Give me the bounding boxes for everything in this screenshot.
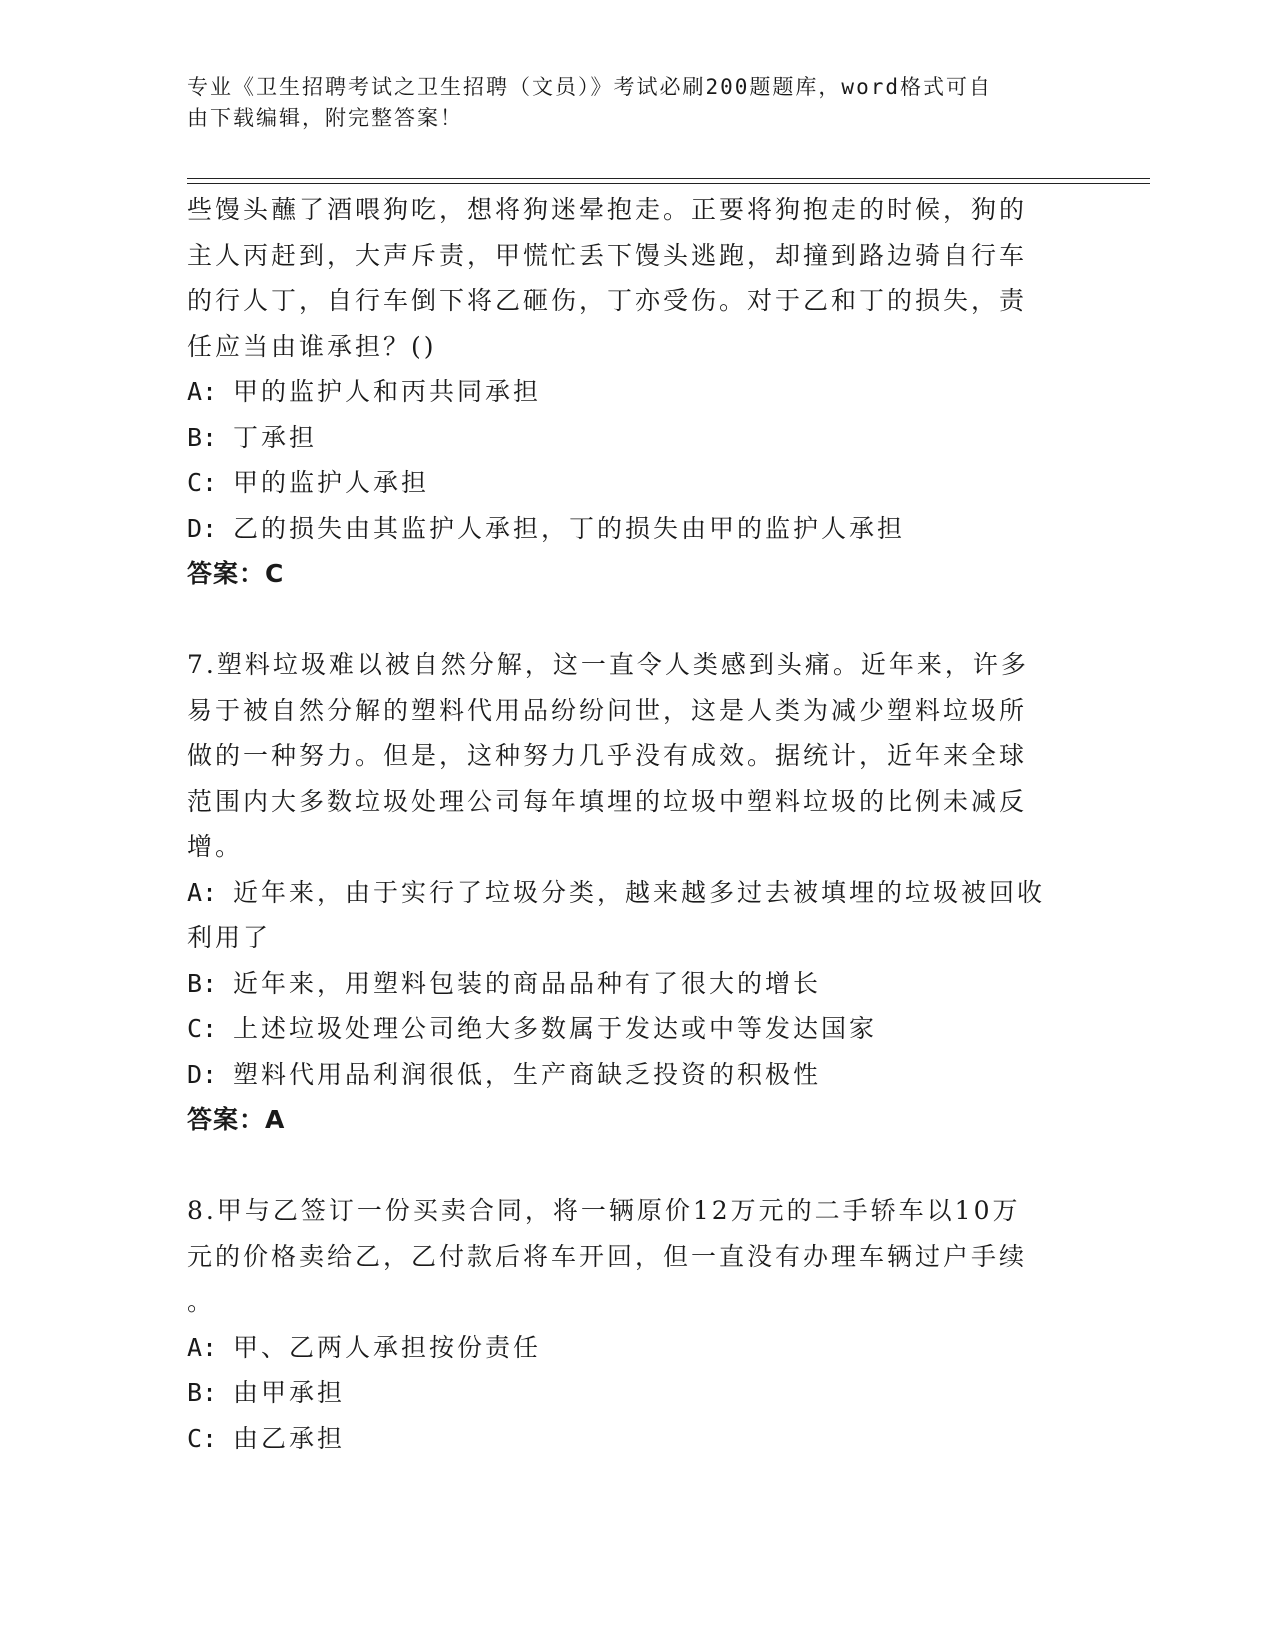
question-6-option-c xyxy=(187,460,1067,506)
question-6-stem-line: 主人丙赶到，大声斥责，甲慌忙丢下馒头逃跑，却撞到路边骑自行车 xyxy=(187,240,1028,270)
option-text: 甲、乙两人承担按份责任 xyxy=(233,1332,542,1362)
question-8 xyxy=(187,1188,1067,1461)
question-7-option-b xyxy=(187,961,1067,1007)
header-rule-top xyxy=(187,178,1150,179)
question-7-stem-line: 7.塑料垃圾难以被自然分解，这一直令人类感到头痛。近年来，许多 xyxy=(187,650,1029,679)
option-label: B: xyxy=(187,968,218,998)
option-label: B: xyxy=(187,1378,218,1407)
option-label: A: xyxy=(187,1332,218,1362)
question-7-option-a xyxy=(187,870,1067,916)
option-label: A: xyxy=(187,377,218,406)
option-text: 甲的监护人和丙共同承担 xyxy=(233,377,542,406)
option-label: C: xyxy=(187,1014,218,1043)
option-label: D: xyxy=(187,513,218,543)
option-label: C: xyxy=(187,1423,218,1453)
question-6 xyxy=(187,187,1067,597)
option-text: 由乙承担 xyxy=(233,1423,346,1453)
header-rule-bottom xyxy=(187,183,1150,184)
option-text: 甲的监护人承担 xyxy=(233,468,430,497)
option-label: C: xyxy=(187,468,218,497)
question-8-stem-line: 8.甲与乙签订一份买卖合同，将一辆原价12万元的二手轿车以10万 xyxy=(187,1196,1021,1225)
question-7 xyxy=(187,642,1067,1143)
question-7-stem-line: 增。 xyxy=(187,832,244,861)
question-7-stem-line: 做的一种努力。但是，这种努力几乎没有成效。据统计，近年来全球 xyxy=(187,741,1028,770)
question-8-option-a xyxy=(187,1325,1067,1371)
question-7-option-a-continued: 利用了 xyxy=(187,923,272,952)
question-6-option-b xyxy=(187,415,1067,461)
question-6-option-a xyxy=(187,369,1067,415)
question-6-stem-line: 的行人丁，自行车倒下将乙砸伤，丁亦受伤。对于乙和丁的损失，责 xyxy=(187,286,1028,315)
option-text: 上述垃圾处理公司绝大多数属于发达或中等发达国家 xyxy=(233,1014,878,1043)
document-header xyxy=(187,72,1067,134)
header-line-1: 专业《卫生招聘考试之卫生招聘（文员）》考试必刷200题题库，word格式可自 xyxy=(187,75,992,99)
header-line-2: 由下载编辑，附完整答案！ xyxy=(187,106,463,130)
question-6-stem-line: 些馒头蘸了酒喂狗吃，想将狗迷晕抱走。正要将狗抱走的时候，狗的 xyxy=(187,195,1028,224)
question-8-option-c xyxy=(187,1416,1067,1462)
question-spacer xyxy=(187,597,1067,643)
question-8-stem-line: 元的价格卖给乙，乙付款后将车开回，但一直没有办理车辆过户手续 xyxy=(187,1241,1028,1271)
document-body xyxy=(187,187,1067,1461)
option-text: 近年来，用塑料包装的商品品种有了很大的增长 xyxy=(233,968,822,998)
option-text: 乙的损失由其监护人承担，丁的损失由甲的监护人承担 xyxy=(233,513,906,543)
option-label: B: xyxy=(187,422,218,452)
question-6-answer: 答案：C xyxy=(187,559,285,588)
option-text: 塑料代用品利润很低，生产商缺乏投资的积极性 xyxy=(233,1059,822,1089)
question-7-option-d xyxy=(187,1052,1067,1098)
question-6-option-d xyxy=(187,506,1067,552)
question-7-stem-line: 易于被自然分解的塑料代用品纷纷问世，这是人类为减少塑料垃圾所 xyxy=(187,695,1028,725)
question-6-stem-line: 任应当由谁承担？() xyxy=(187,331,437,361)
option-label: D: xyxy=(187,1059,218,1089)
question-8-stem-line: 。 xyxy=(187,1287,216,1316)
question-8-option-b xyxy=(187,1370,1067,1416)
option-text: 近年来，由于实行了垃圾分类，越来越多过去被填埋的垃圾被回收 xyxy=(233,877,1046,907)
question-spacer xyxy=(187,1143,1067,1189)
question-7-stem-line: 范围内大多数垃圾处理公司每年填埋的垃圾中塑料垃圾的比例未减反 xyxy=(187,786,1028,816)
option-text: 丁承担 xyxy=(233,422,318,452)
option-label: A: xyxy=(187,877,218,907)
question-7-answer: 答案：A xyxy=(187,1105,286,1134)
option-text: 由甲承担 xyxy=(233,1378,346,1407)
question-7-option-c xyxy=(187,1006,1067,1052)
